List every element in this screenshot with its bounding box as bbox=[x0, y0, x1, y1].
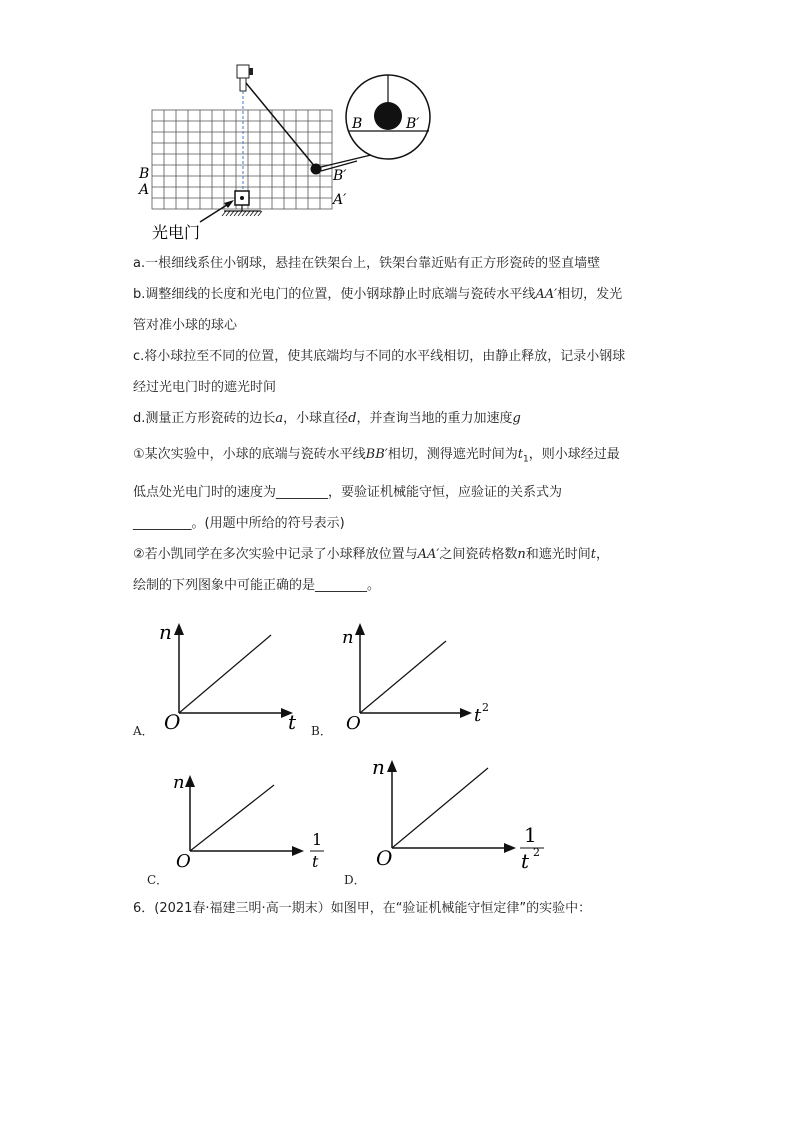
q1-line2: 低点处光电门时的速度为________，要验证机械能守恒，应验证的关系式为 bbox=[133, 485, 563, 500]
step-c-line2: 经过光电门时的遮光时间 bbox=[133, 380, 277, 395]
option-d-letter[interactable]: D． bbox=[344, 873, 366, 887]
step-b-symbol: AA′ bbox=[535, 287, 558, 302]
option-d-xden-sup: 2 bbox=[533, 846, 540, 859]
option-b-origin: O bbox=[346, 713, 361, 734]
step-b bbox=[133, 286, 622, 304]
option-a-origin: O bbox=[164, 710, 181, 734]
q1-t: t bbox=[517, 447, 523, 462]
label-a-prime: A′ bbox=[333, 192, 347, 208]
option-c-graph bbox=[168, 765, 338, 880]
option-b-xlabel: t bbox=[474, 705, 482, 726]
option-c-letter[interactable]: C． bbox=[147, 873, 169, 887]
step-d-g: g bbox=[512, 411, 521, 426]
option-d-xden: t bbox=[521, 849, 530, 873]
q2-symbol: AA′ bbox=[417, 547, 440, 562]
zoom-label-b-prime: B′ bbox=[406, 116, 420, 132]
step-b-text: b.调整细线的长度和光电门的位置，使小钢球静止时底端与瓷砖水平线 bbox=[133, 287, 536, 302]
step-d-text-3: ，并查询当地的重力加速度 bbox=[356, 411, 513, 426]
option-c-xden: t bbox=[312, 852, 319, 871]
step-d-d: d bbox=[348, 411, 357, 426]
q2-text-3: 和遮光时间 bbox=[525, 547, 591, 562]
step-d bbox=[133, 410, 521, 428]
option-d-graph bbox=[368, 752, 553, 882]
label-b-prime: B′ bbox=[333, 168, 347, 184]
step-d-a: a bbox=[275, 411, 284, 426]
step-b-line2: 管对准小球的球心 bbox=[133, 318, 238, 333]
q2-line2: 绘制的下列图象中可能正确的是________。 bbox=[133, 578, 381, 593]
step-a: a.一根细线系住小钢球，悬挂在铁架台上，铁架台靠近贴有正方形瓷砖的竖直墙壁 bbox=[133, 256, 601, 271]
q1-text: ①某次实验中，小球的底端与瓷砖水平线 bbox=[133, 447, 366, 462]
q2-text: ②若小凯同学在多次实验中记录了小球释放位置与 bbox=[133, 547, 418, 562]
option-d-origin: O bbox=[376, 846, 393, 870]
q2-text-4: ， bbox=[596, 547, 610, 562]
option-a-xlabel: t bbox=[288, 710, 297, 734]
option-b-graph bbox=[338, 615, 498, 735]
q1-line3: _________。(用题中所给的符号表示) bbox=[133, 516, 345, 531]
step-c-line1: c.将小球拉至不同的位置，使其底端均与不同的水平线相切，由静止释放，记录小钢球 bbox=[133, 349, 626, 364]
q1-symbol: BB′ bbox=[365, 447, 388, 462]
step-d-text-2: ，小球直径 bbox=[283, 411, 349, 426]
option-a-graph bbox=[155, 615, 310, 735]
option-b-ylabel: n bbox=[342, 627, 354, 648]
option-b-letter[interactable]: B． bbox=[311, 724, 332, 738]
step-d-text: d.测量正方形瓷砖的边长 bbox=[133, 411, 276, 426]
q1-t-sub: 1 bbox=[522, 454, 529, 465]
q2-line1 bbox=[133, 546, 609, 564]
steel-ball bbox=[311, 164, 322, 175]
zoom-label-b: B bbox=[352, 116, 363, 132]
support-clamp bbox=[237, 65, 249, 78]
string bbox=[246, 83, 316, 168]
q2-t: t bbox=[590, 547, 597, 562]
option-c-ylabel: n bbox=[173, 772, 185, 793]
option-a-letter[interactable]: A． bbox=[133, 724, 154, 738]
label-a: A bbox=[139, 182, 150, 198]
label-b: B bbox=[139, 166, 150, 182]
option-b-xlabel-sup: 2 bbox=[482, 701, 489, 714]
option-c-xnum: 1 bbox=[312, 830, 323, 849]
q1-text-2: 相切，测得遮光时间为 bbox=[387, 447, 518, 462]
option-d-xnum: 1 bbox=[524, 823, 537, 847]
next-question: 6．(2021春·福建三明·高一期末）如图甲，在“验证机械能守恒定律”的实验中： bbox=[133, 901, 592, 916]
q1-line1 bbox=[133, 446, 620, 469]
photogate-label: 光电门 bbox=[152, 223, 201, 242]
experiment-figure bbox=[130, 55, 450, 245]
q2-text-2: 之间瓷砖格数 bbox=[439, 547, 518, 562]
option-d-ylabel: n bbox=[372, 755, 385, 779]
step-b-text-2: 相切，发光 bbox=[557, 287, 623, 302]
option-a-ylabel: n bbox=[159, 620, 172, 644]
q1-text-3: ，则小球经过最 bbox=[528, 447, 620, 462]
option-c-origin: O bbox=[176, 851, 191, 872]
q2-n: n bbox=[517, 547, 526, 562]
